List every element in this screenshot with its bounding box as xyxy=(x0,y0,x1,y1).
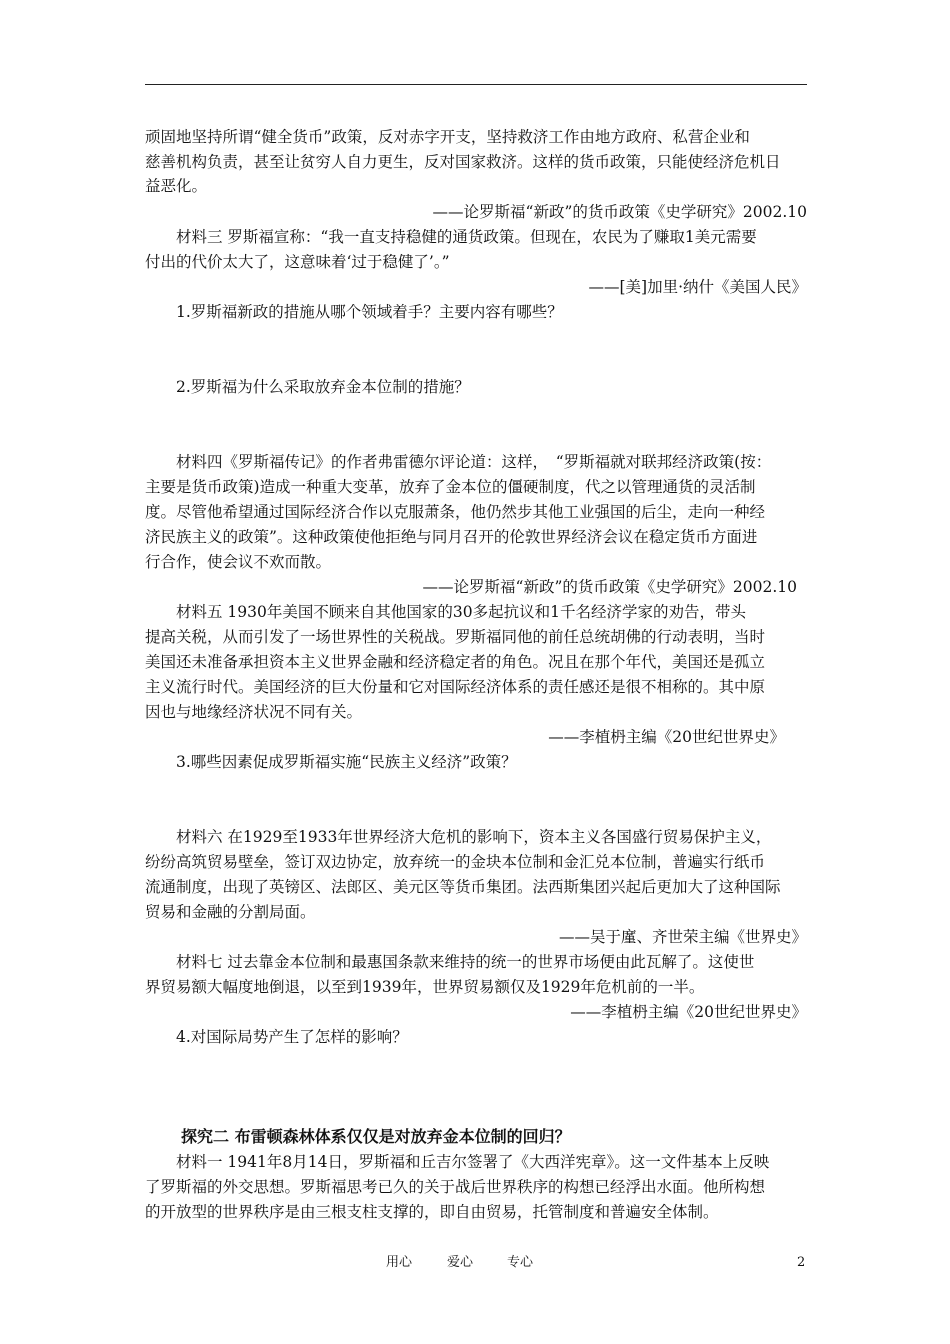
citation-line: ——[美]加里·纳什《美国人民》 xyxy=(588,278,807,296)
footer-motto: 爱心 xyxy=(447,1255,474,1270)
question-line: 3.哪些因素促成罗斯福实施“民族主义经济”政策？ xyxy=(176,753,517,771)
text-line: 顽固地坚持所谓“健全货币”政策，反对赤字开支，坚持救济工作由地方政府、私营企业和 xyxy=(145,128,750,146)
text-line: 界贸易额大幅度地倒退，以至到1939年，世界贸易额仅及1929年危机前的一半。 xyxy=(145,978,705,996)
material-line: 材料一 1941年8月14日，罗斯福和丘吉尔签署了《大西洋宪章》。这一文件基本上反映 xyxy=(176,1153,770,1171)
citation-line: ——论罗斯福“新政”的货币政策《史学研究》2002.10 xyxy=(422,578,797,596)
footer-motto: 用心 xyxy=(386,1255,413,1270)
footer-motto: 专心 xyxy=(507,1255,534,1270)
text-line: 慈善机构负责，甚至让贫穷人自力更生，反对国家救济。这样的货币政策，只能使经济危机日 xyxy=(145,153,781,171)
text-line: 益恶化。 xyxy=(145,177,208,195)
text-line: 了罗斯福的外交思想。罗斯福思考已久的关于战后世界秩序的构想已经浮出水面。他所构想 xyxy=(145,1178,766,1196)
page-footer xyxy=(0,1253,950,1273)
text-line: 济民族主义的政策”。这种政策使他拒绝与同月召开的伦敦世界经济会议在稳定货币方面进 xyxy=(145,528,758,546)
text-line: 因也与地缘经济状况不同有关。 xyxy=(145,703,363,721)
text-line: 美国还未准备承担资本主义世界金融和经济稳定者的角色。况且在那个年代，美国还是孤立 xyxy=(145,653,766,671)
citation-line: ——李植枬主编《20世纪世界史》 xyxy=(548,728,785,746)
text-line: 的开放型的世界秩序是由三根支柱支撑的，即自由贸易，托管制度和普遍安全体制。 xyxy=(145,1203,719,1221)
citation-line: ——吴于廑、齐世荣主编《世界史》 xyxy=(558,928,807,946)
text-line: 行合作，使会议不欢而散。 xyxy=(145,553,332,571)
material-line: 材料五 1930年美国不顾来自其他国家的30多起抗议和1千名经济学家的劝告，带头 xyxy=(176,603,746,621)
question-line: 4.对国际局势产生了怎样的影响？ xyxy=(176,1028,408,1046)
question-line: 2.罗斯福为什么采取放弃金本位制的措施？ xyxy=(176,378,470,396)
section-heading: 探究二 布雷顿森林体系仅仅是对放弃金本位制的回归？ xyxy=(181,1127,571,1146)
text-line: 度。尽管他希望通过国际经济合作以克服萧条，他仍然步其他工业强国的后尘，走向一种经 xyxy=(145,503,766,521)
citation-line: ——论罗斯福“新政”的货币政策《史学研究》2002.10 xyxy=(432,203,807,221)
material-line: 材料六 在1929至1933年世界经济大危机的影响下，资本主义各国盛行贸易保护主义， xyxy=(176,828,772,846)
text-line: 提高关税，从而引发了一场世界性的关税战。罗斯福同他的前任总统胡佛的行动表明，当时 xyxy=(145,628,766,646)
material-line: 材料七 过去靠金本位制和最惠国条款来维持的统一的世界市场便由此瓦解了。这使世 xyxy=(176,953,755,971)
question-line: 1.罗斯福新政的措施从哪个领域着手？主要内容有哪些？ xyxy=(176,303,563,321)
citation-line: ——李植枬主编《20世纪世界史》 xyxy=(570,1003,807,1021)
text-line: 贸易和金融的分割局面。 xyxy=(145,903,316,921)
material-line: 材料三 罗斯福宣称：“我一直支持稳健的通货政策。但现在，农民为了赚取1美元需要 xyxy=(176,228,757,246)
material-line: 材料四《罗斯福传记》的作者弗雷德尔评论道：这样， “罗斯福就对联邦经济政策(按： xyxy=(176,453,772,471)
text-line: 纷纷高筑贸易壁垒，签订双边协定，放弃统一的金块本位制和金汇兑本位制，普遍实行纸币 xyxy=(145,853,766,871)
page-number: 2 xyxy=(797,1255,806,1270)
text-line: 主义流行时代。美国经济的巨大份量和它对国际经济体系的责任感还是很不相称的。其中原 xyxy=(145,678,766,696)
text-line: 主要是货币政策)造成一种重大变革，放弃了金本位的僵硬制度，代之以管理通货的灵活制 xyxy=(145,478,756,496)
header-rule xyxy=(145,84,807,85)
text-line: 流通制度，出现了英镑区、法郎区、美元区等货币集团。法西斯集团兴起后更加大了这种国际 xyxy=(145,878,781,896)
text-line: 付出的代价太大了，这意味着‘过于稳健了’。” xyxy=(145,253,450,271)
